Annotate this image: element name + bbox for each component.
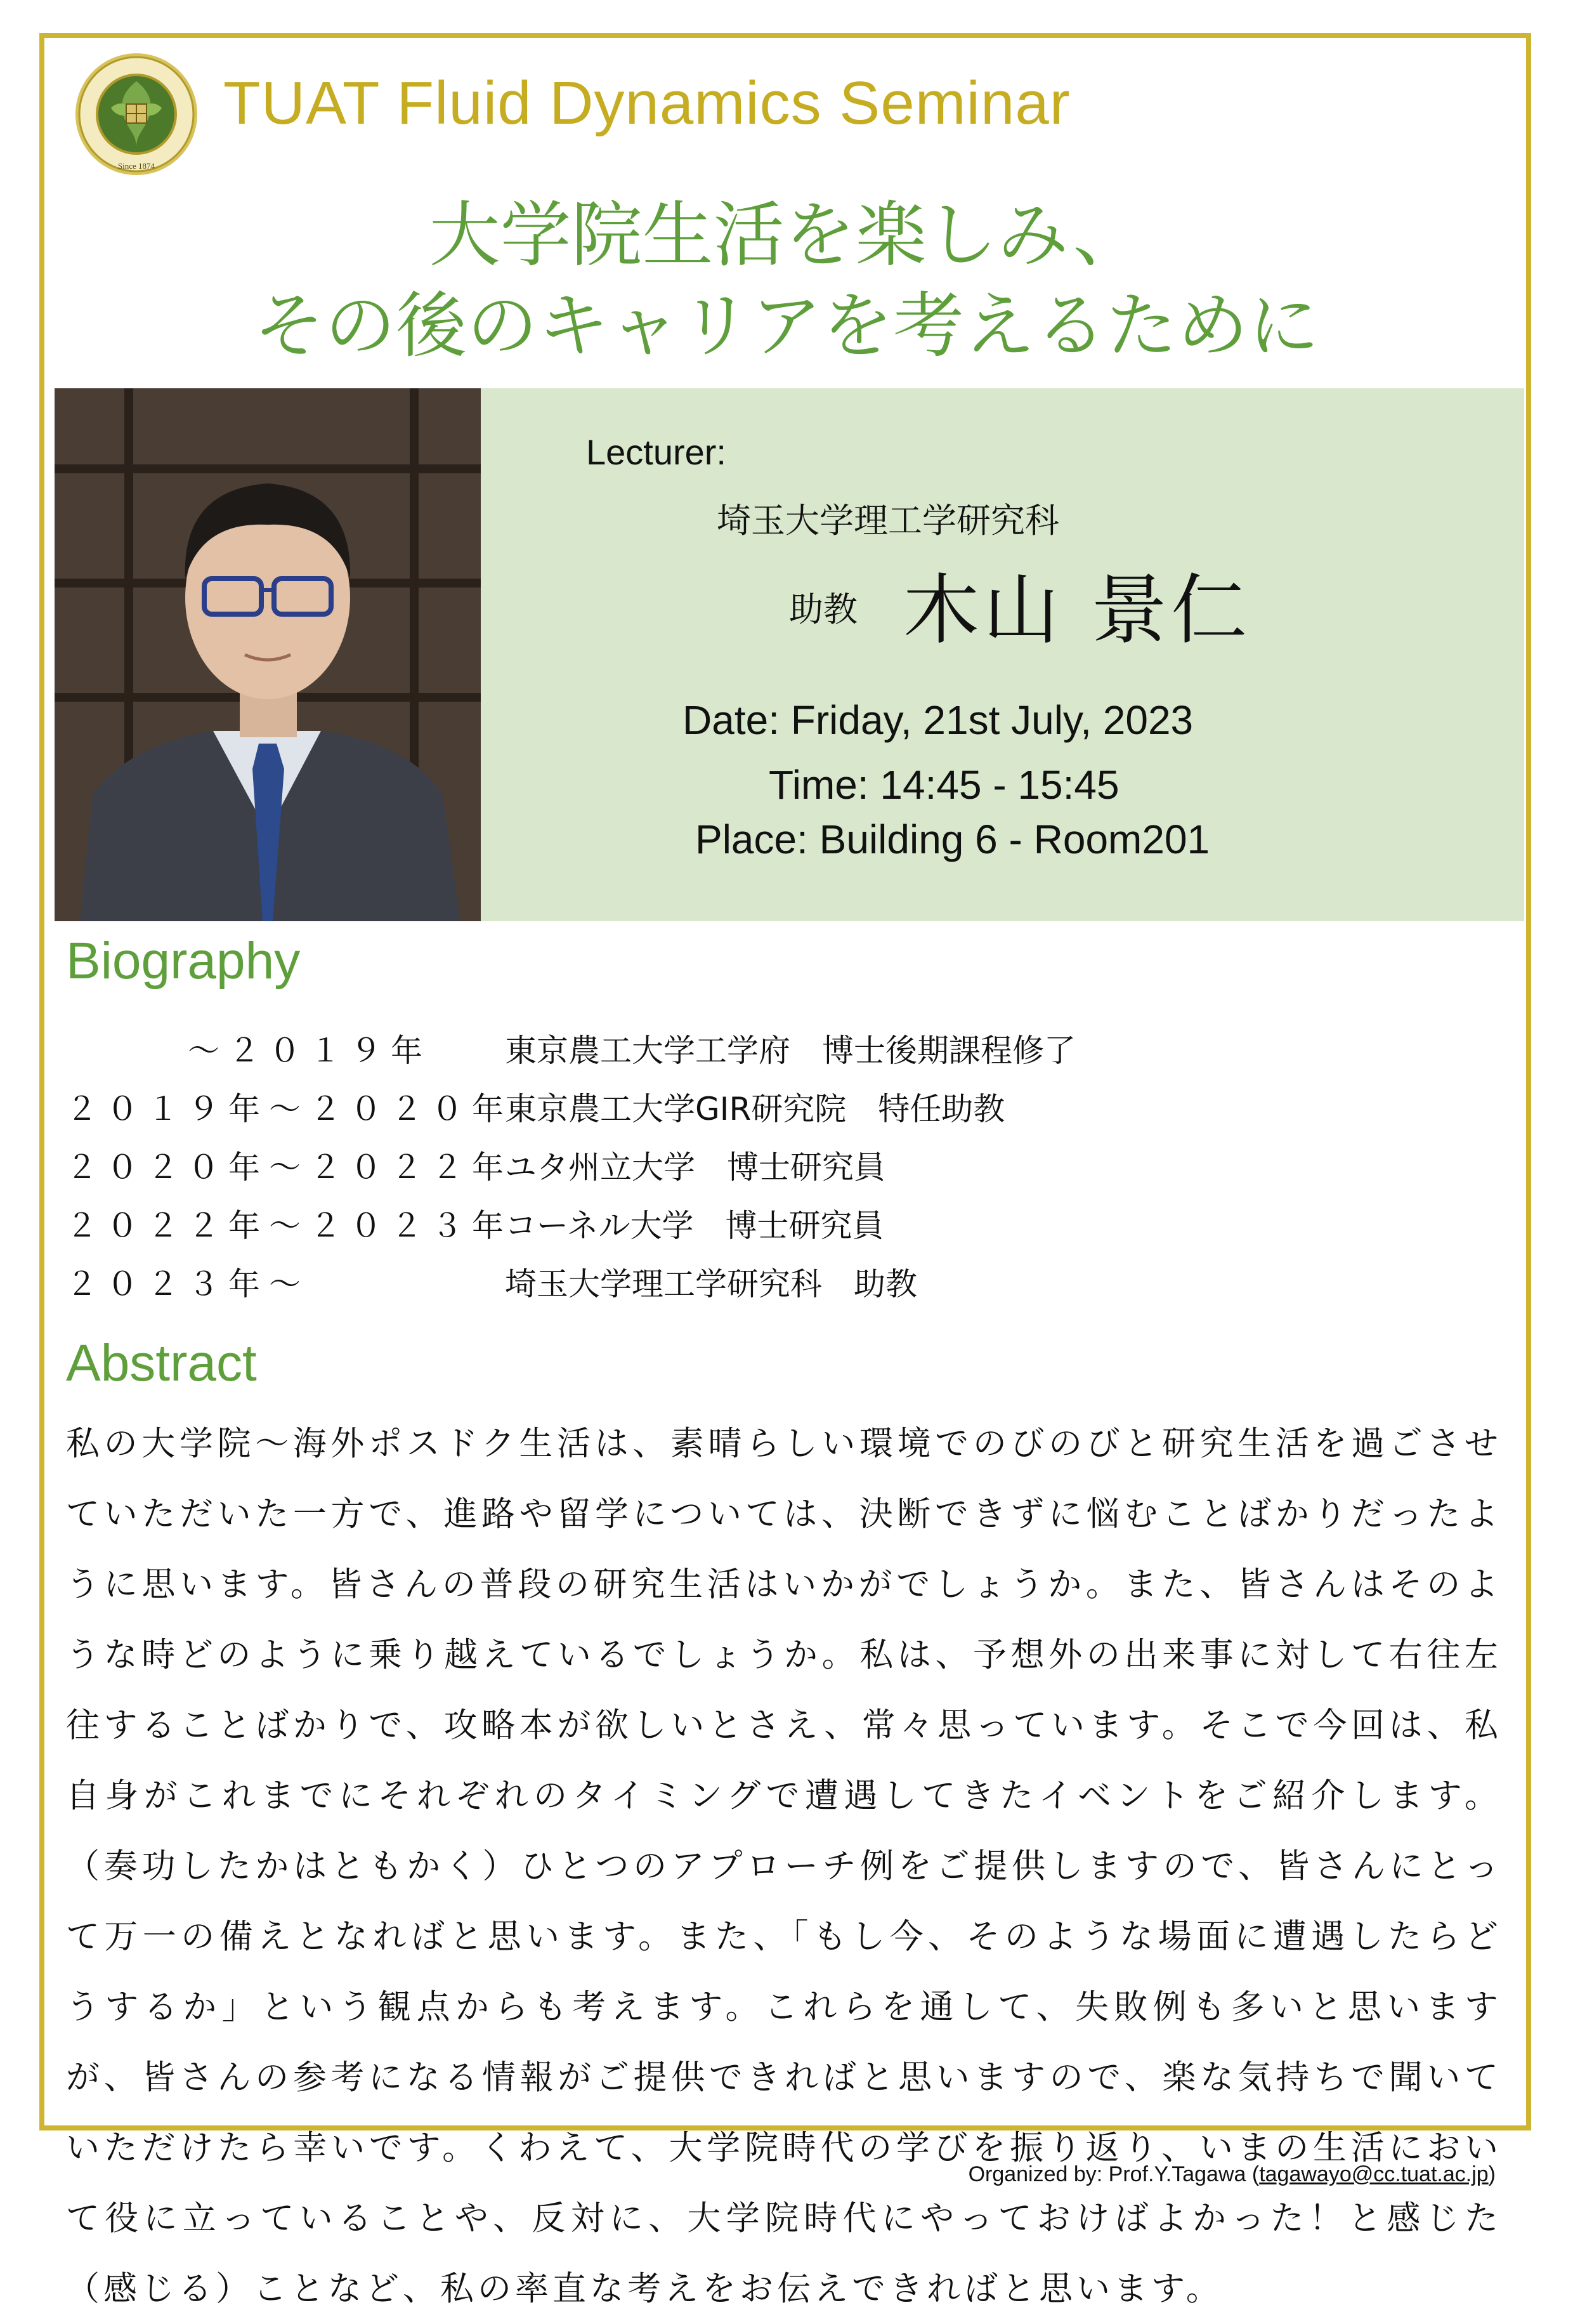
biography-heading: Biography [66,932,301,990]
organizer-credit [969,2162,1496,2187]
biography-description: ユタ州立大学 博士研究員 [505,1149,885,1186]
lecturer-photo [55,388,481,921]
seminar-series-title: TUAT Fluid Dynamics Seminar [223,69,1071,137]
organizer-email-link[interactable]: tagawayo@cc.tuat.ac.jp [1259,2162,1489,2186]
biography-description: 東京農工大学工学府 博士後期課程修了 [505,1032,1076,1069]
lecturer-position: 助教 [789,589,858,629]
university-seal-logo [73,51,200,178]
biography-description: コーネル大学 博士研究員 [505,1207,884,1244]
talk-title [44,190,1529,372]
event-time: Time: 14:45 - 15:45 [769,762,1119,808]
organizer-suffix: ) [1488,2162,1496,2186]
biography-period: ２０２０年～２０２２年 [66,1149,512,1186]
biography-period: ２０２２年～２０２３年 [66,1207,512,1244]
biography-description: 東京農工大学GIR研究院 特任助教 [505,1091,1005,1127]
talk-title-line-1: 大学院生活を楽しみ、 [429,194,1144,277]
event-date: Date: Friday, 21st July, 2023 [682,697,1194,743]
event-place: Place: Building 6 - Room201 [695,817,1210,862]
biography-period: ～２０１９年 [66,1032,431,1069]
lecturer-name: 木山 景仁 [903,567,1251,655]
talk-title-line-2: その後のキャリアを考えるために [254,285,1319,368]
abstract-heading: Abstract [66,1334,257,1392]
biography-description: 埼玉大学理工学研究科 助教 [505,1266,917,1303]
lecturer-label: Lecturer: [586,432,726,472]
biography-period: ２０２３年～ [66,1266,310,1303]
organizer-prefix: Organized by: Prof.Y.Tagawa ( [968,2162,1260,2186]
svg-text:Since 1874: Since 1874 [117,161,155,171]
abstract-body: 私の大学院～海外ポスドク生活は、素晴らしい環境でのびのびと研究生活を過ごさせていただいた一方で、進路や留学については、決断できずに悩むことばかりだったように思います。皆さんの普段の研究生活はいかがでしょうか。また、皆さんはそのような時どのように乗り越えているでしょうか。私は、予想外の出来事に対して右往左往することばかりで、攻略本が欲しいとさえ、常々思っています。そこで今回は、私自身がこれまでにそれぞれのタイミングで遭遇してきたイベントをご紹介します。（奏功したかはともかく）ひとつのアプローチ例をご提供しますので、皆さんにとって万一の備えとなればと思います。また、「もし今、そのような場面に遭遇したらどうするか」という観点からも考えます。これらを通して、失敗例も多いと思いますが、皆さんの参考になる情報がご提供できればと思いますので、楽な気持ちで聞いていただけたら幸いです。くわえて、大学院時代の学びを振り返り、いまの生活において役に立っていることや、反対に、大学院時代にやっておけばよかった！と感じた（感じる）ことなど、私の率直な考えをお伝えできればと思います。 [66,1424,1502,2308]
biography-period: ２０１９年～２０２０年 [66,1091,512,1127]
lecturer-affiliation: 埼玉大学理工学研究科 [717,501,1059,541]
